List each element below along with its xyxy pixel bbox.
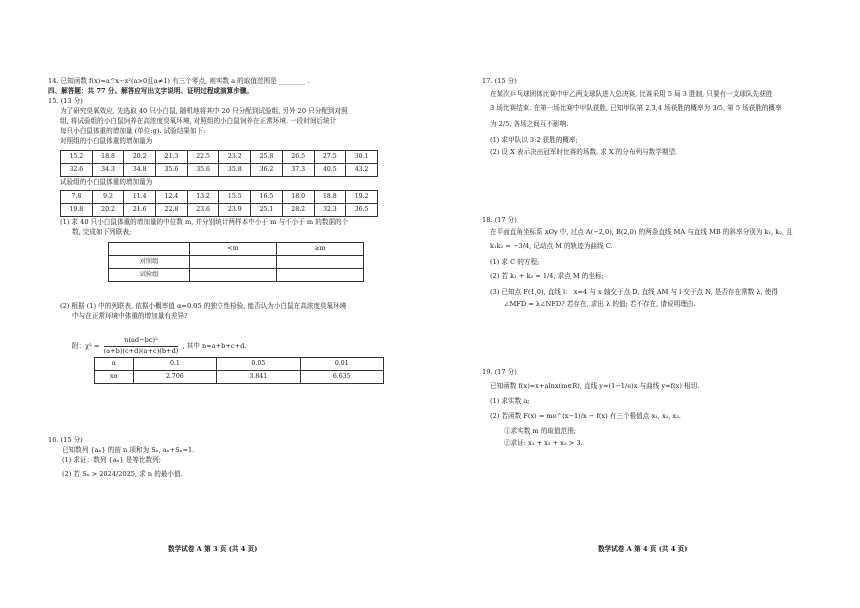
q17-text: 为 2/5, 各场之间互不影响. xyxy=(490,120,569,128)
table-cell: 0.05 xyxy=(217,358,300,371)
q16-text: 已知数列 {aₙ} 的前 n 项和为 Sₙ, aₙ+Sₙ=1. xyxy=(62,446,195,454)
table-cell: 23.6 xyxy=(187,204,219,217)
table-cell: 20.2 xyxy=(124,151,156,164)
q16-part1: (1) 求证：数列 {aₙ} 是等比数列; xyxy=(62,456,161,464)
contingency-cell xyxy=(190,256,277,269)
contingency-cell xyxy=(190,269,277,282)
table-cell: 32.3 xyxy=(314,204,346,217)
question-15-heading: 15. (13 分) xyxy=(48,97,83,105)
q18-part2: (2) 若 k₁ + k₂ = 1/4, 求点 M 的坐标; xyxy=(490,272,604,280)
q19-part2: (2) 若函数 F(x) = me^(x−1)/x − f(x) 有三个极值点 x₁, x₂, x₃. xyxy=(490,412,682,420)
table-cell: 18.8 xyxy=(92,151,124,164)
chi-numerator: n(ad−bc)² xyxy=(104,336,179,347)
q15-part1: 数, 完成如下列联表; xyxy=(72,228,132,236)
contingency-header-cell: ≥m xyxy=(277,243,364,256)
page-footer-left: 数学试卷 A 第 3 页 (共 4 页) xyxy=(168,545,258,553)
table-cell: 25.1 xyxy=(251,204,283,217)
table-cell: 7.8 xyxy=(61,191,93,204)
contingency-table xyxy=(108,242,364,282)
q19-part1: (1) 求实数 a; xyxy=(490,397,530,405)
table-cell: 40.5 xyxy=(314,164,346,177)
table-row xyxy=(95,371,384,384)
table-cell: 19.2 xyxy=(346,191,378,204)
q17-part1: (1) 求甲队以 3:2 获胜的概率; xyxy=(490,136,578,144)
table-cell: 0.01 xyxy=(300,358,383,371)
table-cell: 34.8 xyxy=(124,164,156,177)
table-cell: 26.5 xyxy=(282,151,314,164)
table-cell: 15.2 xyxy=(61,151,93,164)
experiment-group-table xyxy=(60,190,378,217)
table-cell: 36.2 xyxy=(251,164,283,177)
table-row xyxy=(61,204,378,217)
contingency-row-label: 对照组 xyxy=(109,256,190,269)
table-cell: 21.3 xyxy=(156,151,188,164)
control-group-table xyxy=(60,150,378,177)
contingency-header-cell xyxy=(109,243,190,256)
chi-suffix: , 其中 n=a+b+c+d. xyxy=(182,342,247,351)
q19-sub2: ②求证: x₁ + x₂ + x₃ > 3. xyxy=(504,439,583,447)
critical-value-table xyxy=(94,357,384,384)
table-cell: 22.5 xyxy=(187,151,219,164)
table-cell: 23.9 xyxy=(219,204,251,217)
table-cell: 34.3 xyxy=(92,164,124,177)
contingency-header-cell: <m xyxy=(190,243,277,256)
q19-text: 已知函数 f(x)=x+alnx(m∈R), 直线 y=(1−1/e)x 与曲线 y=f(x) 相切. xyxy=(490,382,700,390)
table-cell: 27.5 xyxy=(314,151,346,164)
table-row xyxy=(61,191,378,204)
chi-square-formula xyxy=(72,336,246,356)
question-14: 14. 已知函数 f(x)=a^x−x²(a>0且a≠1) 有三个零点, 则实数 a 的取值范围是 ________ . xyxy=(48,77,310,85)
table-cell: 35.6 xyxy=(187,164,219,177)
table-cell: xα xyxy=(95,371,134,384)
contingency-cell xyxy=(277,256,364,269)
table-cell: 0.1 xyxy=(133,358,216,371)
table-cell: 18.0 xyxy=(282,191,314,204)
table-cell: 36.5 xyxy=(346,204,378,217)
q15-text: 每只小白鼠体重的增加量 (单位:g). 试验结果如下: xyxy=(60,127,206,135)
q15-part2: 中与在正常环境中体重的增加量有差异? xyxy=(72,312,188,320)
table-row xyxy=(61,151,378,164)
q15-text: 组, 将试验组的小白鼠饲养在高浓度臭氧环境, 对照组的小白鼠饲养在正常环境. 一段时间后统计 xyxy=(60,117,337,125)
section-heading: 四、解答题：共 77 分。解答应写出文字说明、证明过程或演算步骤。 xyxy=(48,87,253,95)
table-cell: 37.3 xyxy=(282,164,314,177)
contingency-cell xyxy=(277,269,364,282)
table-cell: 23.2 xyxy=(219,151,251,164)
question-16-heading: 16. (15 分) xyxy=(48,436,83,444)
table-cell: 12.4 xyxy=(156,191,188,204)
table-cell: 43.2 xyxy=(346,164,378,177)
table-cell: 18.8 xyxy=(314,191,346,204)
table-cell: 22.8 xyxy=(156,204,188,217)
q15-part2: (2) 根据 (1) 中的列联表, 依据小概率值 α=0.05 的独立性检验, 能否认为小白鼠在高浓度臭氧环境 xyxy=(60,302,347,310)
table-cell: 25.8 xyxy=(251,151,283,164)
q15-text: 为了研究臭氧效应, 先选取 40 只小白鼠, 随机地将其中 20 只分配到试验组, 另外 20 只分配到对照 xyxy=(60,107,348,115)
table-cell: 32.6 xyxy=(61,164,93,177)
table-cell: 21.6 xyxy=(124,204,156,217)
table-cell: 30.1 xyxy=(346,151,378,164)
table-cell: 11.4 xyxy=(124,191,156,204)
q18-part3: (3) 已知点 F(1,0), 直线 l： x=4 与 x 轴交于点 D, 直线 AM 与 l 交于点 N, 是否存在常数 λ, 使得 xyxy=(490,288,778,296)
q16-part2: (2) 若 Sₙ > 2024/2025, 求 n 的最小值. xyxy=(62,470,183,478)
table-cell: 35.6 xyxy=(156,164,188,177)
table-cell: 2.706 xyxy=(133,371,216,384)
q18-text: k₁k₂ = −3/4, 记动点 M 的轨迹为曲线 C. xyxy=(490,242,613,250)
q18-part3: ∠MFD = λ∠NFD? 若存在, 求出 λ 的值; 若不存在, 请说明理由. xyxy=(504,300,696,308)
table-row xyxy=(61,164,378,177)
question-17-heading: 17. (15 分) xyxy=(482,77,517,85)
page-footer-right: 数学试卷 A 第 4 页 (共 4 页) xyxy=(598,545,688,553)
table-cell: 16.5 xyxy=(251,191,283,204)
q17-text: 在某次乒乓球团体比赛中甲乙两支球队进入总决赛, 比赛采用 5 局 3 胜制, 只要有一支球队先获胜 xyxy=(490,90,773,98)
table-row xyxy=(95,358,384,371)
table-cell: 13.2 xyxy=(187,191,219,204)
table-cell: 6.635 xyxy=(300,371,383,384)
contingency-row-label: 试验组 xyxy=(109,269,190,282)
question-18-heading: 18. (17 分) xyxy=(482,216,517,224)
q19-sub1: ①求实数 m 的取值范围; xyxy=(504,427,577,435)
table-cell: 35.8 xyxy=(219,164,251,177)
experiment-group-title: 试验组的小白鼠体重的增加量为 xyxy=(60,178,153,186)
table-cell: 20.2 xyxy=(92,204,124,217)
table-cell: 15.5 xyxy=(219,191,251,204)
table-cell: 3.841 xyxy=(217,371,300,384)
control-group-title: 对照组的小白鼠体重的增加量为 xyxy=(60,137,153,145)
q15-part1: (1) 求 40 只小白鼠体重的增加量的中位数 m, 并分别统计两样本中小于 m 与不小于 m 的数据的个 xyxy=(60,218,349,226)
chi-prefix: 附：χ² = xyxy=(72,342,100,351)
table-cell: 9.2 xyxy=(92,191,124,204)
q18-part1: (1) 求 C 的方程; xyxy=(490,258,540,266)
q17-text: 3 场比赛结束. 在第一场比赛中甲队获胜, 已知甲队第 2,3,4 场获胜的概率为 3/5, 第 5 场获胜的概率 xyxy=(490,104,782,112)
question-19-heading: 19. (17 分) xyxy=(482,368,517,376)
table-cell: 28.2 xyxy=(282,204,314,217)
chi-denominator: (a+b)(c+d)(a+c)(b+d) xyxy=(103,346,179,355)
q17-part2: (2) 设 X 表示决出冠军时比赛的场数. 求 X 的分布列与数学期望. xyxy=(490,148,678,156)
table-cell: 19.8 xyxy=(61,204,93,217)
table-cell: α xyxy=(95,358,134,371)
q18-text: 在平面直角坐标系 xOy 中, 过点 A(−2,0), B(2,0) 的两条直线 MA 与直线 MB 的斜率分别为 k₁, k₂, 且 xyxy=(490,228,793,236)
